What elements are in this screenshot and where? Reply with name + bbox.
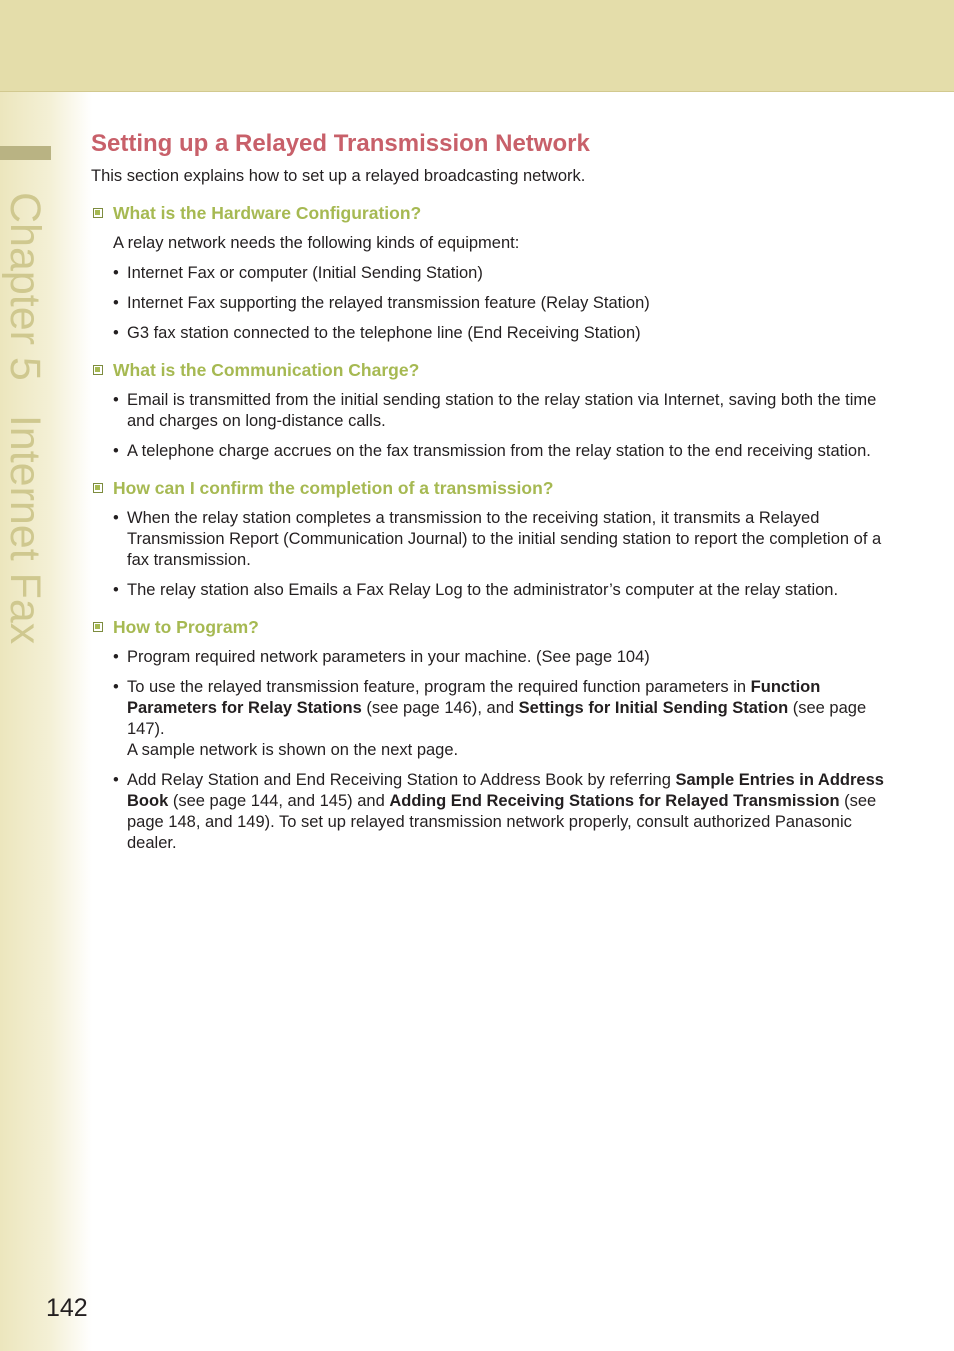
hardware-list (91, 263, 891, 344)
item-text: Add Relay Station and End Receiving Station to Address Book by referring (127, 771, 676, 789)
item-note: A sample network is shown on the next page. (127, 741, 459, 759)
list-item: • The relay station also Emails a Fax Relay Log to the administrator’s computer at the relay station. (113, 580, 891, 601)
program-heading (91, 616, 891, 638)
chapter-tab-marker (0, 146, 51, 160)
item-text: (see page 148, and 149). To set up relayed transmission network properly, consult authorized Panasonic dealer. (127, 792, 877, 852)
program-heading-text: How to Program? (113, 617, 259, 637)
list-item: • G3 fax station connected to the telephone line (End Receiving Station) (113, 323, 891, 344)
item-text: To use the relayed transmission feature, program the required function parameters in (127, 678, 751, 696)
item-bold-reference: Function Parameters for Relay Stations (127, 678, 821, 717)
hardware-heading (91, 202, 891, 224)
page-number: 142 (46, 1294, 88, 1322)
confirm-heading (91, 477, 891, 499)
section-intro: This section explains how to set up a relayed broadcasting network. (91, 167, 586, 185)
list-item: • Email is transmitted from the initial sending station to the relay station via Internet, saving both the time and charges on long-distance calls. (113, 390, 891, 432)
list-item: • Internet Fax supporting the relayed transmission feature (Relay Station) (113, 293, 891, 314)
page-content (91, 128, 891, 854)
hardware-intro: A relay network needs the following kinds of equipment: (113, 234, 520, 252)
square-bullet-icon (93, 483, 103, 493)
hardware-heading-text: What is the Hardware Configuration? (113, 203, 422, 223)
list-item: • A telephone charge accrues on the fax transmission from the relay station to the end receiving station. (113, 441, 891, 462)
square-bullet-icon (93, 208, 103, 218)
item-bold-reference: Adding End Receiving Stations for Relayed Transmission (389, 792, 840, 810)
chapter-side-label (1, 192, 49, 645)
list-item (113, 770, 891, 854)
section-title: Setting up a Relayed Transmission Network (91, 130, 590, 157)
charge-heading (91, 359, 891, 381)
chapter-number-label: Chapter 5 (1, 192, 49, 381)
list-item: • Internet Fax or computer (Initial Sending Station) (113, 263, 891, 284)
item-text: (see page 144, and 145) and (168, 792, 390, 810)
charge-list (91, 390, 891, 462)
charge-heading-text: What is the Communication Charge? (113, 360, 420, 380)
item-text: (see page 147). (127, 699, 867, 738)
list-item: • Program required network parameters in your machine. (See page 104) (113, 647, 891, 668)
program-list (91, 647, 891, 854)
square-bullet-icon (93, 365, 103, 375)
list-item: • When the relay station completes a transmission to the receiving station, it transmits a Relayed Transmission Report (Communication Journal) to the initial sending station to report the completion of a fax transmission. (113, 508, 891, 571)
top-header-band (0, 0, 954, 92)
item-bold-reference: Settings for Initial Sending Station (518, 699, 789, 717)
chapter-title-label: Internet Fax (1, 414, 49, 645)
confirm-list (91, 508, 891, 601)
item-bold-reference: Sample Entries in Address Book (127, 771, 884, 810)
list-item (113, 677, 891, 761)
item-text: (see page 146), and (361, 699, 519, 717)
confirm-heading-text: How can I confirm the completion of a transmission? (113, 478, 554, 498)
square-bullet-icon (93, 622, 103, 632)
